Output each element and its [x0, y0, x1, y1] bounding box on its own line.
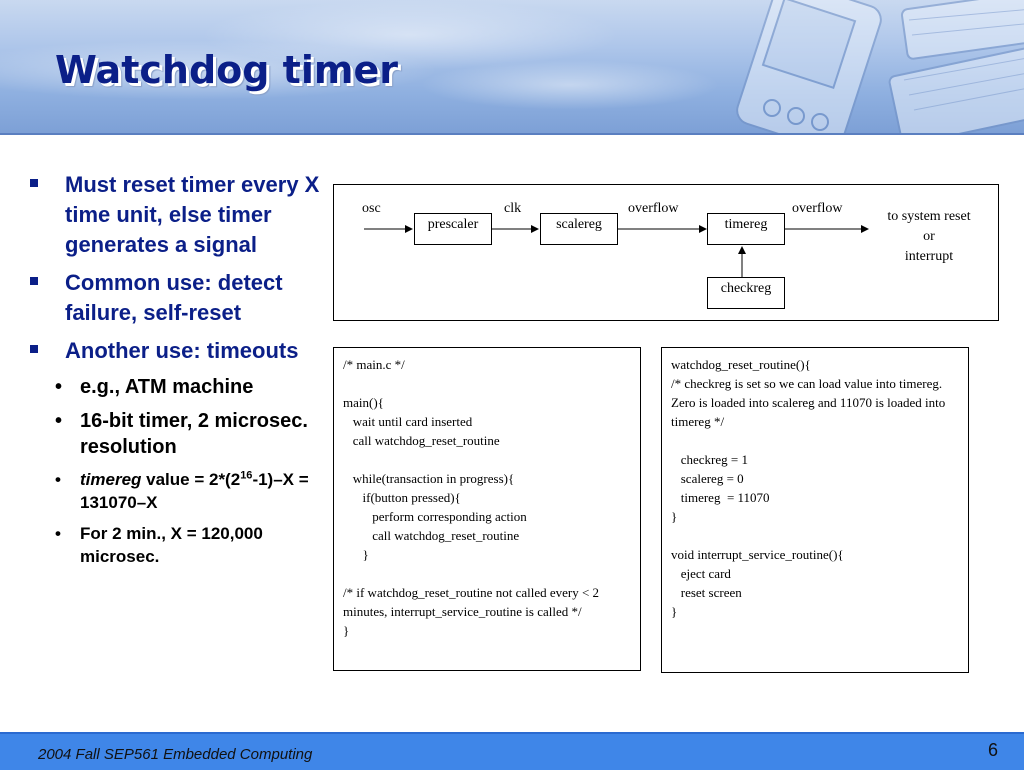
code-line: timereg = 11070 — [671, 490, 770, 505]
checkreg-block: checkreg — [707, 277, 785, 309]
timereg-block: timereg — [707, 213, 785, 245]
footer-course-text: 2004 Fall SEP561 Embedded Computing — [38, 746, 313, 763]
square-bullet-icon — [30, 277, 38, 285]
watchdog-block-diagram — [333, 184, 999, 321]
header-divider — [0, 133, 1024, 135]
slide-title: Watchdog timer — [55, 48, 398, 92]
sub-bullet-item — [0, 468, 330, 514]
code-line: } — [671, 604, 678, 619]
code-line: /* main.c */ — [343, 357, 405, 372]
dot-bullet-icon: • — [55, 376, 63, 398]
page-number: 6 — [987, 740, 998, 760]
bullet-item — [30, 336, 330, 366]
sub-bullet-text: For 2 min., X = 120,000 microsec. — [80, 524, 263, 566]
dot-bullet-icon: • — [55, 470, 61, 489]
code-line: /* checkreg is set so we can load value into timereg. Zero is loaded into scalereg and 11070 is loaded into timereg */ — [671, 376, 949, 429]
code-line — [343, 374, 631, 393]
formula-part: value = 2*(2 — [141, 470, 241, 489]
code-line: reset screen — [671, 585, 742, 600]
header-banner — [0, 0, 1024, 133]
square-bullet-icon — [30, 179, 38, 187]
prescaler-block: prescaler — [414, 213, 492, 245]
code-line: call watchdog_reset_routine — [343, 528, 520, 543]
code-line — [343, 450, 631, 469]
code-line: eject card — [671, 566, 731, 581]
code-line: wait until card inserted — [343, 414, 473, 429]
bullet-text: Must reset timer every X time unit, else timer generates a signal — [65, 172, 320, 257]
code-line: watchdog_reset_routine(){ — [671, 357, 811, 372]
code-line: call watchdog_reset_routine — [343, 433, 500, 448]
sub-bullet-item — [0, 522, 330, 568]
timereg-formula — [80, 470, 309, 512]
clk-label: clk — [504, 201, 522, 216]
bullet-list — [30, 170, 330, 576]
system-reset-line: to system reset — [887, 209, 971, 224]
square-bullet-icon — [30, 345, 38, 353]
bullet-item — [30, 170, 330, 260]
dot-bullet-icon: • — [55, 410, 63, 432]
system-reset-line: or — [923, 229, 935, 244]
code-line — [343, 564, 631, 583]
formula-exponent: 16 — [240, 469, 253, 482]
sub-bullet-text: e.g., ATM machine — [80, 376, 254, 398]
overflow-label: overflow — [792, 201, 843, 216]
code-line: main(){ — [343, 395, 384, 410]
code-line — [671, 526, 959, 545]
code-line: checkreg = 1 — [671, 452, 748, 467]
code-line: } — [671, 509, 678, 524]
code-line: if(button pressed){ — [343, 490, 461, 505]
code-line: perform corresponding action — [343, 509, 527, 524]
scalereg-block: scalereg — [540, 213, 618, 245]
sub-bullet-item — [0, 408, 330, 460]
osc-label: osc — [362, 201, 381, 216]
sub-bullet-item — [0, 374, 330, 400]
sub-bullet-text: 16-bit timer, 2 microsec. resolution — [80, 410, 308, 458]
bullet-item — [30, 268, 330, 328]
code-line: /* if watchdog_reset_routine not called every < 2 minutes, interrupt_service_routine is called */ — [343, 585, 603, 619]
overflow-label: overflow — [628, 201, 679, 216]
code-line: while(transaction in progress){ — [343, 471, 515, 486]
code-line: } — [343, 623, 350, 638]
main-code-box — [333, 347, 641, 671]
footer-bar — [0, 732, 1024, 770]
pda-keyboard-illustration — [604, 0, 1024, 133]
timereg-term: timereg — [80, 470, 142, 489]
bullet-text: Common use: detect failure, self-reset — [65, 270, 283, 325]
bullet-text: Another use: timeouts — [65, 338, 299, 363]
code-line: scalereg = 0 — [671, 471, 744, 486]
system-reset-line: interrupt — [904, 249, 954, 264]
formula-part: -1)–X = 131070–X — [80, 470, 309, 512]
code-line — [671, 431, 959, 450]
system-reset-label — [874, 207, 984, 267]
dot-bullet-icon: • — [55, 524, 61, 543]
code-line: void interrupt_service_routine(){ — [671, 547, 844, 562]
code-line: } — [343, 547, 369, 562]
routines-code-box — [661, 347, 969, 673]
